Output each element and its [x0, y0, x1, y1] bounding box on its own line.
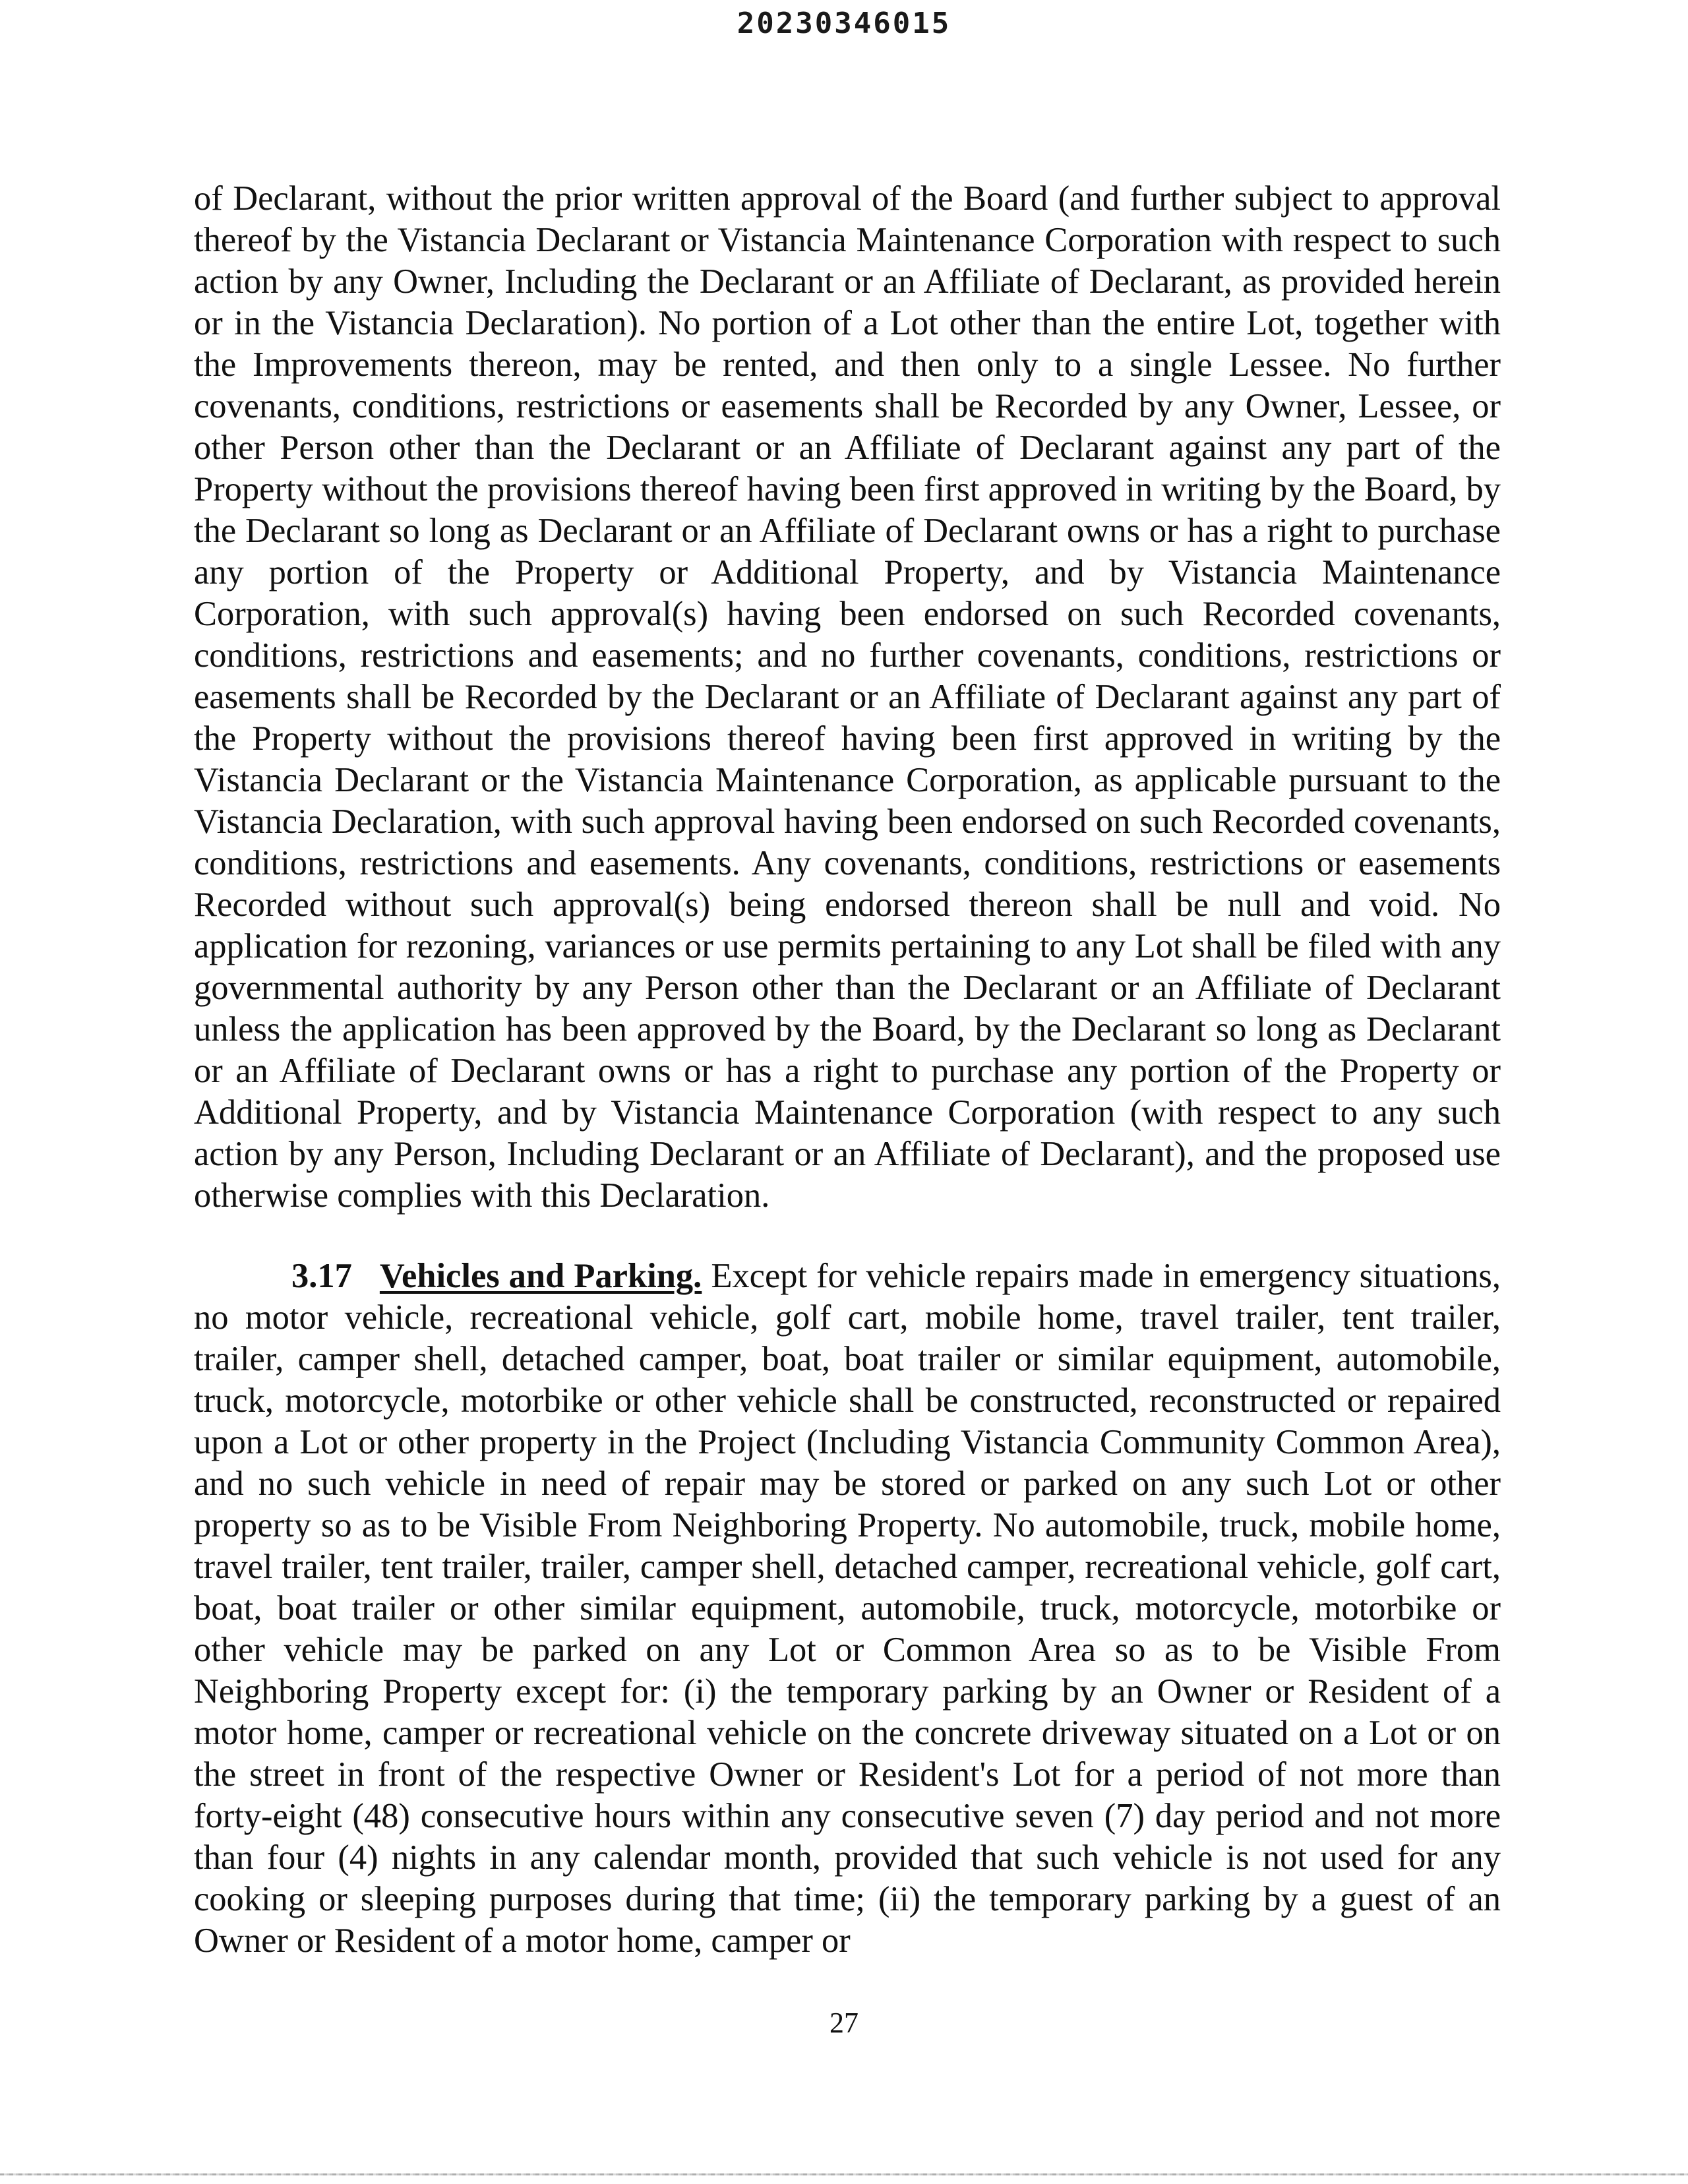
section-body-text: Except for vehicle repairs made in emergency situations, no motor vehicle, recreational vehicle, golf cart, mobile home, travel trailer, tent trailer, trailer, camper shell, detached camper, boat, boat trailer or similar equipment, automobile, truck, motorcycle, motorbike or other vehicle shall be constructed, reconstructed or repaired upon a Lot or other property in the Project (Including Vistancia Community Common Area), and no such vehicle in need of repair may be stored or parked on any such Lot or other property so as to be Visible From Neighboring Property. No automobile, truck, mobile home, travel trailer, tent trailer, trailer, camper shell, detached camper, recreational vehicle, golf cart, boat, boat trailer or other similar equipment, automobile, truck, motorcycle, motorbike or other vehicle may be parked on any Lot or Common Area so as to be Visible From Neighboring Property except for: (i) the temporary parking by an Owner or Resident of a motor home, camper or recreational vehicle on the concrete driveway situated on a Lot or on the street in front of the respective Owner or Resident's Lot for a period of not more than forty-eight (48) consecutive hours within any consecutive seven (7) day period and not more than four (4) nights in any calendar month, provided that such vehicle is not used for any cooking or sleeping purposes during that time; (ii) the temporary parking by a guest of an Owner or Resident of a motor home, camper or — [194, 1257, 1501, 1960]
section-number: 3.17 — [291, 1257, 352, 1295]
page-number: 27 — [829, 2007, 859, 2039]
section-heading: Vehicles and Parking. — [379, 1257, 702, 1295]
section-3-17-paragraph — [194, 1256, 1501, 1962]
document-number: 20230346015 — [737, 7, 951, 40]
paragraph-continuation: of Declarant, without the prior written approval of the Board (and further subject to approval thereof by the Vistancia Declarant or Vistancia Maintenance Corporation with respect to such action by any Owner, Including the Declarant or an Affiliate of Declarant, as provided herein or in the Vistancia Declaration). No portion of a Lot other than the entire Lot, together with the Improvements thereon, may be rented, and then only to a single Lessee. No further covenants, conditions, restrictions or easements shall be Recorded by any Owner, Lessee, or other Person other than the Declarant or an Affiliate of Declarant against any part of the Property without the provisions thereof having been first approved in writing by the Board, by the Declarant so long as Declarant or an Affiliate of Declarant owns or has a right to purchase any portion of the Property or Additional Property, and by Vistancia Maintenance Corporation, with such approval(s) having been endorsed on such Recorded covenants, conditions, restrictions and easements; and no further covenants, conditions, restrictions or easements shall be Recorded by the Declarant or an Affiliate of Declarant against any part of the Property without the provisions thereof having been first approved in writing by the Vistancia Declarant or the Vistancia Maintenance Corporation, as applicable pursuant to the Vistancia Declaration, with such approval having been endorsed on such Recorded covenants, conditions, restrictions and easements. Any covenants, conditions, restrictions or easements Recorded without such approval(s) being endorsed thereon shall be null and void. No application for rezoning, variances or use permits pertaining to any Lot shall be filed with any governmental authority by any Person other than the Declarant or an Affiliate of Declarant unless the application has been approved by the Board, by the Declarant so long as Declarant or an Affiliate of Declarant owns or has a right to purchase any portion of the Property or Additional Property, and by Vistancia Maintenance Corporation (with respect to any such action by any Person, Including Declarant or an Affiliate of Declarant), and the proposed use otherwise complies with this Declaration. — [194, 179, 1501, 1215]
scan-edge-line — [0, 2173, 1688, 2175]
